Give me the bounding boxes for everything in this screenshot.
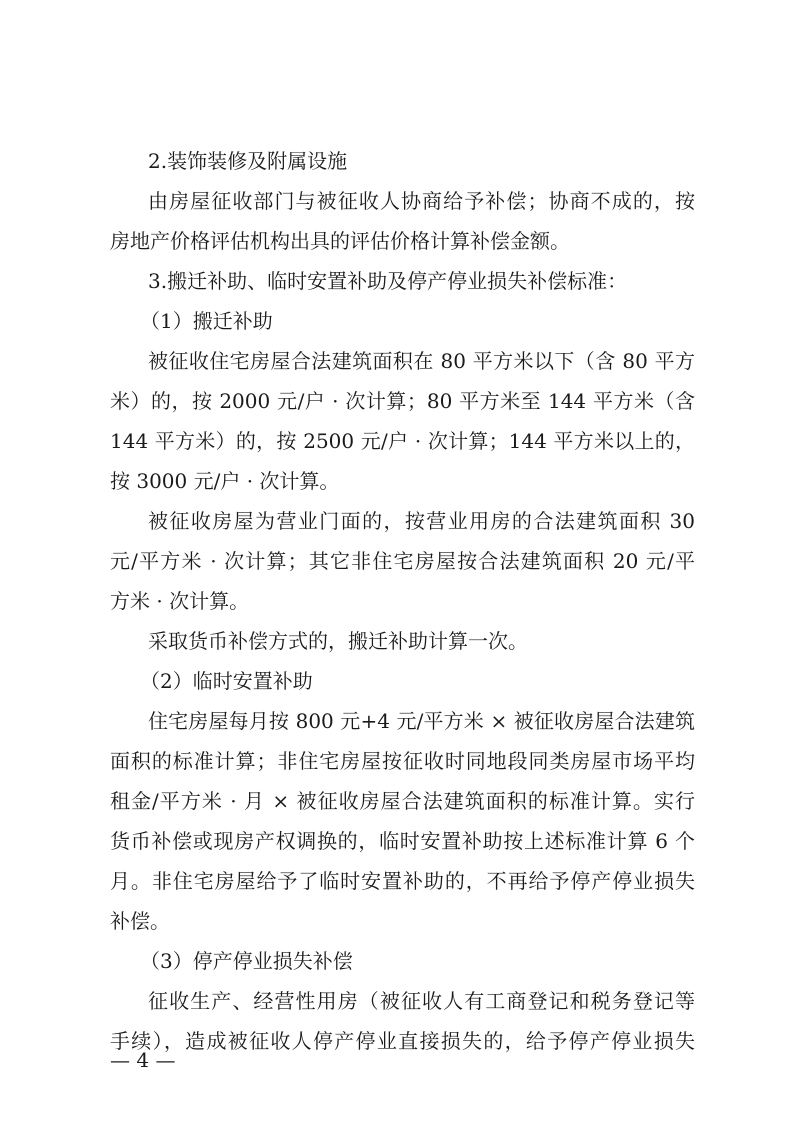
paragraph-line: 住宅房屋每月按 800 元+4 元/平方米 × 被征收房屋合法建筑 <box>148 709 695 733</box>
paragraph-line: 米）的，按 2000 元/户 · 次计算；80 平方米至 144 平方米（含 <box>110 389 695 413</box>
subheading-business-loss: （3）停产停业损失补偿 <box>140 949 353 973</box>
heading-decoration-facilities: 2.装饰装修及附属设施 <box>148 149 348 173</box>
paragraph-line: 租金/平方米 · 月 × 被征收房屋合法建筑面积的标准计算。实行 <box>110 789 695 813</box>
paragraph-line: 手续），造成被征收人停产停业直接损失的，给予停产停业损失 <box>110 1029 695 1053</box>
paragraph-line: 由房屋征收部门与被征收人协商给予补偿；协商不成的，按 <box>148 189 695 213</box>
paragraph-line: 元/平方米 · 次计算；其它非住宅房屋按合法建筑面积 20 元/平 <box>110 549 695 573</box>
heading-relocation-standards: 3.搬迁补助、临时安置补助及停产停业损失补偿标准： <box>148 269 628 293</box>
paragraph-line: 144 平方米）的，按 2500 元/户 · 次计算；144 平方米以上的， <box>110 429 695 453</box>
paragraph-line: 月。非住宅房屋给予了临时安置补助的，不再给予停产停业损失 <box>110 869 695 893</box>
paragraph-line: 被征收住宅房屋合法建筑面积在 80 平方米以下（含 80 平方 <box>148 349 695 373</box>
paragraph-line: 房地产价格评估机构出具的评估价格计算补偿金额。 <box>110 229 570 253</box>
paragraph-line: 按 3000 元/户 · 次计算。 <box>110 469 340 493</box>
paragraph-line: 面积的标准计算；非住宅房屋按征收时同地段同类房屋市场平均 <box>110 749 695 773</box>
paragraph-line: 货币补偿或现房产权调换的，临时安置补助按上述标准计算 6 个 <box>110 829 695 853</box>
paragraph-line: 方米 · 次计算。 <box>110 589 250 613</box>
paragraph-line: 采取货币补偿方式的，搬迁补助计算一次。 <box>148 629 528 653</box>
subheading-relocation-subsidy: （1）搬迁补助 <box>140 309 273 333</box>
paragraph-line: 补偿。 <box>110 909 170 933</box>
paragraph-line: 被征收房屋为营业门面的，按营业用房的合法建筑面积 30 <box>148 509 695 533</box>
page-number: — 4 — <box>110 1048 176 1072</box>
paragraph-line: 征收生产、经营性用房（被征收人有工商登记和税务登记等 <box>148 989 695 1013</box>
subheading-temporary-resettlement: （2）临时安置补助 <box>140 669 313 693</box>
